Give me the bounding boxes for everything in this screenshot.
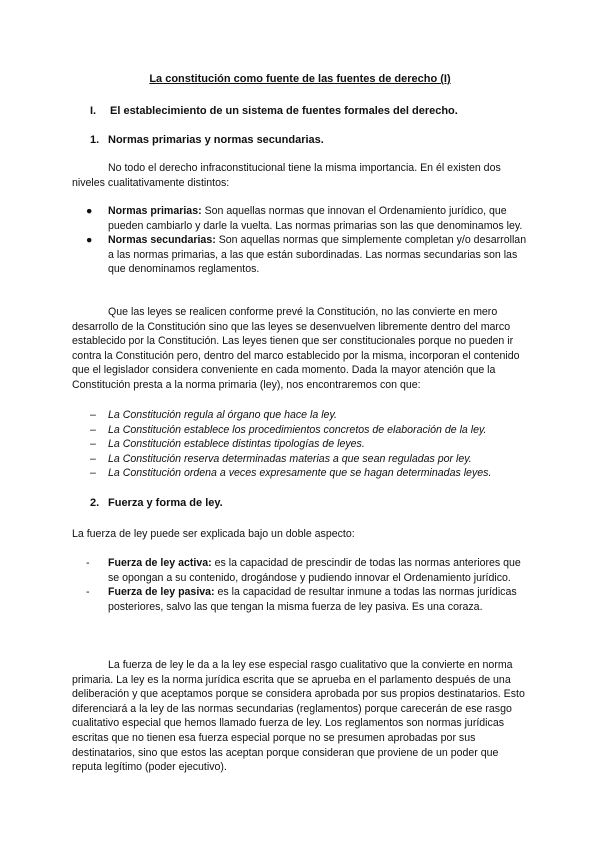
list-item-text: La Constitución reserva determinadas materias a que sean reguladas por ley.: [108, 452, 472, 465]
bullet-marker: -: [86, 586, 90, 599]
list-item: [72, 556, 532, 585]
dash-marker: –: [90, 423, 96, 436]
list-item-text: La Constitución establece distintas tipologías de leyes.: [108, 438, 365, 451]
bullet-text: Son aquellas normas que innovan el Ordenamiento jurídico, que pueden cambiarlo y darle la vuelta. Las normas primarias son las que denominamos ley.: [108, 205, 523, 232]
body-paragraph: La fuerza de ley le da a la ley ese especial rasgo cualitativo que la convierte en norma primaria. La ley es la norma jurídica escrita que se aprueba en el parlamento después de una deliberación y que aceptamos porque se considera aprobada por sus propios destinatarios. Esto diferenciará a la ley de las normas secundarias (reglamentos) porque carecerán de ese rasgo cualitativo especial que hemos llamado fuerza de ley. Los reglamentos son normas jurídicas escritas que no tienen esa fuerza especial porque no se presumen aprobadas por sus destinatarios, sino que estos las aceptan porque consideran que proviene de un poder que reputa legítimo (poder ejecutivo).: [72, 659, 525, 774]
section-title: El establecimiento de un sistema de fuentes formales del derecho.: [110, 105, 458, 117]
bullet-marker: -: [86, 557, 90, 569]
list-item-text: La Constitución regula al órgano que hace la ley.: [108, 409, 337, 421]
norms-bullet-list: [72, 204, 532, 277]
subsection-heading-1: [90, 133, 324, 148]
subsection-heading-2: [90, 496, 223, 511]
intro-paragraph: La fuerza de ley puede ser explicada bajo un doble aspecto:: [72, 528, 355, 540]
list-item: [72, 437, 532, 452]
dash-marker: –: [90, 438, 96, 451]
dash-marker: –: [90, 452, 96, 465]
dash-marker: –: [90, 409, 96, 421]
bullet-marker: ●: [86, 205, 93, 217]
list-item: [72, 452, 532, 467]
bullet-term: Normas secundarias:: [108, 234, 216, 247]
list-item: [72, 204, 532, 233]
list-item-text: La Constitución ordena a veces expresamente que se hagan determinadas leyes.: [108, 467, 492, 480]
section-number: I.: [90, 105, 97, 117]
list-item: [72, 408, 532, 423]
subsection-title: Fuerza y forma de ley.: [108, 497, 223, 509]
bullet-text: es la capacidad de resultar inmune a todas las normas jurídicas posteriores, salvo las que tengan la misma fuerza de ley pasiva. Es una coraza.: [108, 586, 517, 613]
subsection-number: 1.: [90, 134, 100, 146]
body-paragraph: Que las leyes se realicen conforme prevé la Constitución, no las convierte en mero desarrollo de la Constitución sino que las leyes se desenvuelven libremente dentro del marco establecido por la Constitución. Las leyes tienen que ser constitucionales porque no pueden ir contra la Constitución pero, dentro del marco establecido por la misma, incorporan el contenido que el legislador considera conveniente en cada momento. Dada la mayor atención que la Constitución presta a la norma primaria (ley), nos encontraremos con que:: [72, 306, 520, 391]
dash-marker: –: [90, 467, 96, 480]
list-item: [72, 423, 532, 438]
document-title: La constitución como fuente de las fuentes de derecho (I): [149, 73, 451, 85]
bullet-term: Fuerza de ley pasiva:: [108, 586, 215, 599]
subsection-number: 2.: [90, 497, 100, 509]
list-item: [72, 585, 532, 614]
constitution-list: [72, 408, 532, 481]
section-heading: [90, 104, 458, 119]
subsection-title: Normas primarias y normas secundarias.: [108, 134, 324, 146]
bullet-text: es la capacidad de prescindir de todas las normas anteriores que se opongan a su contenido, drogándose y pudiendo innovar el Ordenamiento jurídico.: [108, 557, 521, 584]
list-item: [72, 233, 532, 277]
force-bullet-list: [72, 556, 532, 614]
list-item: [72, 466, 532, 481]
bullet-term: Normas primarias:: [108, 205, 202, 217]
bullet-text: Son aquellas normas que simplemente completan y/o desarrollan a las normas primarias, a las que están subordinadas. Las normas secundarias son las que denominamos reglamentos.: [108, 234, 527, 276]
list-item-text: La Constitución establece los procedimientos concretos de elaboración de la ley.: [108, 423, 487, 436]
bullet-term: Fuerza de ley activa:: [108, 557, 212, 569]
intro-paragraph: No todo el derecho infraconstitucional tiene la misma importancia. En él existen dos niveles cualitativamente distintos:: [72, 162, 501, 189]
bullet-marker: ●: [86, 234, 93, 247]
